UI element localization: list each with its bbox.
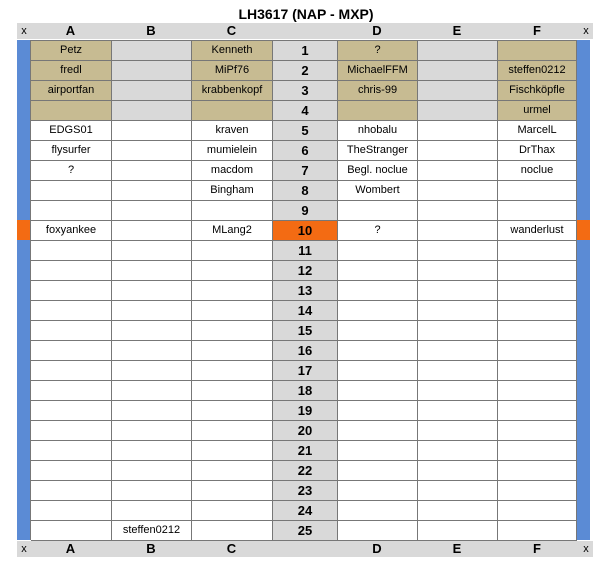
seat-7a[interactable]: ? [31, 161, 112, 181]
seat-5b[interactable] [112, 121, 192, 141]
seat-map-grid [30, 40, 577, 540]
right-side-bar [577, 40, 590, 540]
seat-14e[interactable] [418, 301, 498, 321]
seat-6f[interactable]: DrThax [498, 141, 577, 161]
seat-8a[interactable] [31, 181, 112, 201]
seat-10e[interactable] [418, 221, 498, 241]
seat-24c[interactable] [192, 501, 273, 521]
seat-7d[interactable]: Begl. noclue [338, 161, 418, 181]
seat-12a[interactable] [31, 261, 112, 281]
seat-row-4 [31, 101, 577, 121]
seat-21e[interactable] [418, 441, 498, 461]
seat-6a[interactable]: flysurfer [31, 141, 112, 161]
seat-22f[interactable] [498, 461, 577, 481]
seat-5f[interactable]: MarcelL [498, 121, 577, 141]
seat-5a[interactable]: EDGS01 [31, 121, 112, 141]
seat-19a[interactable] [31, 401, 112, 421]
seat-row-5 [31, 121, 577, 141]
seat-10b[interactable] [112, 221, 192, 241]
seat-3f[interactable]: Fischköpfle [498, 81, 577, 101]
column-footer-d: D [372, 541, 382, 556]
row-number-13: 13 [273, 281, 338, 301]
seat-2c[interactable]: MiPf76 [192, 61, 273, 81]
seat-21c[interactable] [192, 441, 273, 461]
seat-5e[interactable] [418, 121, 498, 141]
seat-17d[interactable] [338, 361, 418, 381]
column-footer-b: B [146, 541, 156, 556]
seat-1a[interactable]: Petz [31, 41, 112, 61]
seat-8d[interactable]: Wombert [338, 181, 418, 201]
seat-20f[interactable] [498, 421, 577, 441]
seat-16b[interactable] [112, 341, 192, 361]
seat-16d[interactable] [338, 341, 418, 361]
seat-14c[interactable] [192, 301, 273, 321]
seat-23f[interactable] [498, 481, 577, 501]
seat-22e[interactable] [418, 461, 498, 481]
seat-3d[interactable]: chris-99 [338, 81, 418, 101]
seat-12f[interactable] [498, 261, 577, 281]
seat-13f[interactable] [498, 281, 577, 301]
row-number-18: 18 [273, 381, 338, 401]
right-row-highlight [577, 220, 590, 240]
seat-11b[interactable] [112, 241, 192, 261]
seat-20b[interactable] [112, 421, 192, 441]
seat-5c[interactable]: kraven [192, 121, 273, 141]
seat-15b[interactable] [112, 321, 192, 341]
column-header-c: C [226, 23, 237, 38]
seat-2f[interactable]: steffen0212 [498, 61, 577, 81]
seat-18d[interactable] [338, 381, 418, 401]
row-number-17: 17 [273, 361, 338, 381]
seat-25b[interactable]: steffen0212 [112, 521, 192, 541]
seat-16c[interactable] [192, 341, 273, 361]
seat-row-13 [31, 281, 577, 301]
seat-13d[interactable] [338, 281, 418, 301]
seat-10a[interactable]: foxyankee [31, 221, 112, 241]
seat-1c[interactable]: Kenneth [192, 41, 273, 61]
seat-row-9 [31, 201, 577, 221]
seat-row-3 [31, 81, 577, 101]
seat-24f[interactable] [498, 501, 577, 521]
seat-11d[interactable] [338, 241, 418, 261]
seat-17c[interactable] [192, 361, 273, 381]
seat-9d[interactable] [338, 201, 418, 221]
seat-9b[interactable] [112, 201, 192, 221]
seat-10d[interactable]: ? [338, 221, 418, 241]
seat-6d[interactable]: TheStranger [338, 141, 418, 161]
seat-row-15 [31, 321, 577, 341]
seat-19f[interactable] [498, 401, 577, 421]
row-number-25: 25 [273, 521, 338, 541]
seat-22b[interactable] [112, 461, 192, 481]
row-number-4: 4 [273, 101, 338, 121]
row-number-7: 7 [273, 161, 338, 181]
seat-15e[interactable] [418, 321, 498, 341]
seat-6e[interactable] [418, 141, 498, 161]
seat-17a[interactable] [31, 361, 112, 381]
footer-x-left[interactable]: x [21, 543, 27, 555]
seat-9c[interactable] [192, 201, 273, 221]
seat-4c[interactable] [192, 101, 273, 121]
seat-17e[interactable] [418, 361, 498, 381]
row-number-15: 15 [273, 321, 338, 341]
row-number-10: 10 [273, 221, 338, 241]
seat-25f[interactable] [498, 521, 577, 541]
seat-row-18 [31, 381, 577, 401]
seat-5d[interactable]: nhobalu [338, 121, 418, 141]
row-number-22: 22 [273, 461, 338, 481]
seat-row-21 [31, 441, 577, 461]
seat-7f[interactable]: noclue [498, 161, 577, 181]
seat-3e[interactable] [418, 81, 498, 101]
seat-19e[interactable] [418, 401, 498, 421]
seat-2a[interactable]: fredl [31, 61, 112, 81]
seat-12e[interactable] [418, 261, 498, 281]
seat-4b[interactable] [112, 101, 192, 121]
seat-13e[interactable] [418, 281, 498, 301]
header-x-right[interactable]: x [583, 25, 589, 37]
seat-13b[interactable] [112, 281, 192, 301]
column-footer-e: E [452, 541, 462, 556]
seat-row-25 [31, 521, 577, 541]
seat-4d[interactable] [338, 101, 418, 121]
column-footer-c: C [226, 541, 237, 556]
seat-19b[interactable] [112, 401, 192, 421]
seat-9a[interactable] [31, 201, 112, 221]
seat-12c[interactable] [192, 261, 273, 281]
seat-11c[interactable] [192, 241, 273, 261]
seat-22c[interactable] [192, 461, 273, 481]
seat-8b[interactable] [112, 181, 192, 201]
row-number-23: 23 [273, 481, 338, 501]
seat-24d[interactable] [338, 501, 418, 521]
seat-13a[interactable] [31, 281, 112, 301]
seat-15f[interactable] [498, 321, 577, 341]
seat-6c[interactable]: mumielein [192, 141, 273, 161]
seat-2d[interactable]: MichaelFFM [338, 61, 418, 81]
seat-11e[interactable] [418, 241, 498, 261]
column-footer-f: F [533, 541, 541, 556]
seat-4f[interactable]: urmel [498, 101, 577, 121]
seat-11f[interactable] [498, 241, 577, 261]
left-row-highlight [17, 220, 30, 240]
seat-row-7 [31, 161, 577, 181]
seat-25a[interactable] [31, 521, 112, 541]
seat-12d[interactable] [338, 261, 418, 281]
row-number-11: 11 [273, 241, 338, 261]
row-number-21: 21 [273, 441, 338, 461]
column-header-f: F [533, 23, 541, 38]
seat-24b[interactable] [112, 501, 192, 521]
seat-23a[interactable] [31, 481, 112, 501]
row-number-19: 19 [273, 401, 338, 421]
seat-row-2 [31, 61, 577, 81]
seat-row-12 [31, 261, 577, 281]
seat-row-20 [31, 421, 577, 441]
seat-21b[interactable] [112, 441, 192, 461]
seat-1d[interactable]: ? [338, 41, 418, 61]
seat-16e[interactable] [418, 341, 498, 361]
seat-21d[interactable] [338, 441, 418, 461]
row-number-1: 1 [273, 41, 338, 61]
seat-3b[interactable] [112, 81, 192, 101]
seat-row-16 [31, 341, 577, 361]
seat-row-11 [31, 241, 577, 261]
seat-row-14 [31, 301, 577, 321]
seat-15d[interactable] [338, 321, 418, 341]
seat-20a[interactable] [31, 421, 112, 441]
seat-17b[interactable] [112, 361, 192, 381]
seat-1f[interactable] [498, 41, 577, 61]
seat-9e[interactable] [418, 201, 498, 221]
seat-7c[interactable]: macdom [192, 161, 273, 181]
seat-row-10 [31, 221, 577, 241]
seat-14d[interactable] [338, 301, 418, 321]
seat-row-24 [31, 501, 577, 521]
seat-25d[interactable] [338, 521, 418, 541]
row-number-6: 6 [273, 141, 338, 161]
seat-4a[interactable] [31, 101, 112, 121]
seat-8f[interactable] [498, 181, 577, 201]
row-number-5: 5 [273, 121, 338, 141]
seat-20d[interactable] [338, 421, 418, 441]
row-number-3: 3 [273, 81, 338, 101]
seat-23d[interactable] [338, 481, 418, 501]
row-number-14: 14 [273, 301, 338, 321]
seat-23c[interactable] [192, 481, 273, 501]
seat-13c[interactable] [192, 281, 273, 301]
seat-10f[interactable]: wanderlust [498, 221, 577, 241]
header-x-left[interactable]: x [21, 25, 27, 37]
seat-25e[interactable] [418, 521, 498, 541]
seat-19d[interactable] [338, 401, 418, 421]
seat-1e[interactable] [418, 41, 498, 61]
seat-15a[interactable] [31, 321, 112, 341]
row-number-2: 2 [273, 61, 338, 81]
seat-8c[interactable]: Bingham [192, 181, 273, 201]
seat-25c[interactable] [192, 521, 273, 541]
seat-18f[interactable] [498, 381, 577, 401]
seat-2e[interactable] [418, 61, 498, 81]
seat-24a[interactable] [31, 501, 112, 521]
seat-10c[interactable]: MLang2 [192, 221, 273, 241]
seat-2b[interactable] [112, 61, 192, 81]
column-header-d: D [372, 23, 382, 38]
column-header-b: B [146, 23, 156, 38]
seat-23e[interactable] [418, 481, 498, 501]
seat-4e[interactable] [418, 101, 498, 121]
seat-14f[interactable] [498, 301, 577, 321]
seat-20c[interactable] [192, 421, 273, 441]
column-header-bottom [17, 541, 593, 557]
seat-14b[interactable] [112, 301, 192, 321]
seat-6b[interactable] [112, 141, 192, 161]
seat-row-17 [31, 361, 577, 381]
seat-row-6 [31, 141, 577, 161]
seat-21f[interactable] [498, 441, 577, 461]
seat-21a[interactable] [31, 441, 112, 461]
seat-20e[interactable] [418, 421, 498, 441]
seat-8e[interactable] [418, 181, 498, 201]
seat-19c[interactable] [192, 401, 273, 421]
seat-row-22 [31, 461, 577, 481]
left-side-bar [17, 40, 30, 540]
seat-18e[interactable] [418, 381, 498, 401]
column-header-top [17, 23, 593, 39]
footer-x-right[interactable]: x [583, 543, 589, 555]
column-footer-a: A [65, 541, 76, 556]
seat-23b[interactable] [112, 481, 192, 501]
seat-18c[interactable] [192, 381, 273, 401]
seat-18a[interactable] [31, 381, 112, 401]
seat-row-1 [31, 41, 577, 61]
seat-7b[interactable] [112, 161, 192, 181]
seat-7e[interactable] [418, 161, 498, 181]
seat-12b[interactable] [112, 261, 192, 281]
seat-11a[interactable] [31, 241, 112, 261]
seat-16f[interactable] [498, 341, 577, 361]
column-header-a: A [65, 23, 76, 38]
seat-15c[interactable] [192, 321, 273, 341]
seat-row-23 [31, 481, 577, 501]
seat-row-8 [31, 181, 577, 201]
seat-3a[interactable]: airportfan [31, 81, 112, 101]
seat-9f[interactable] [498, 201, 577, 221]
row-number-9: 9 [273, 201, 338, 221]
row-number-8: 8 [273, 181, 338, 201]
seat-row-19 [31, 401, 577, 421]
row-number-12: 12 [273, 261, 338, 281]
seat-22a[interactable] [31, 461, 112, 481]
column-header-e: E [452, 23, 462, 38]
seat-16a[interactable] [31, 341, 112, 361]
page-title: LH3617 (NAP - MXP) [238, 6, 374, 22]
row-number-16: 16 [273, 341, 338, 361]
seat-17f[interactable] [498, 361, 577, 381]
seat-22d[interactable] [338, 461, 418, 481]
seat-24e[interactable] [418, 501, 498, 521]
seat-18b[interactable] [112, 381, 192, 401]
seat-3c[interactable]: krabbenkopf [192, 81, 273, 101]
row-number-20: 20 [273, 421, 338, 441]
seat-1b[interactable] [112, 41, 192, 61]
row-number-24: 24 [273, 501, 338, 521]
seat-14a[interactable] [31, 301, 112, 321]
